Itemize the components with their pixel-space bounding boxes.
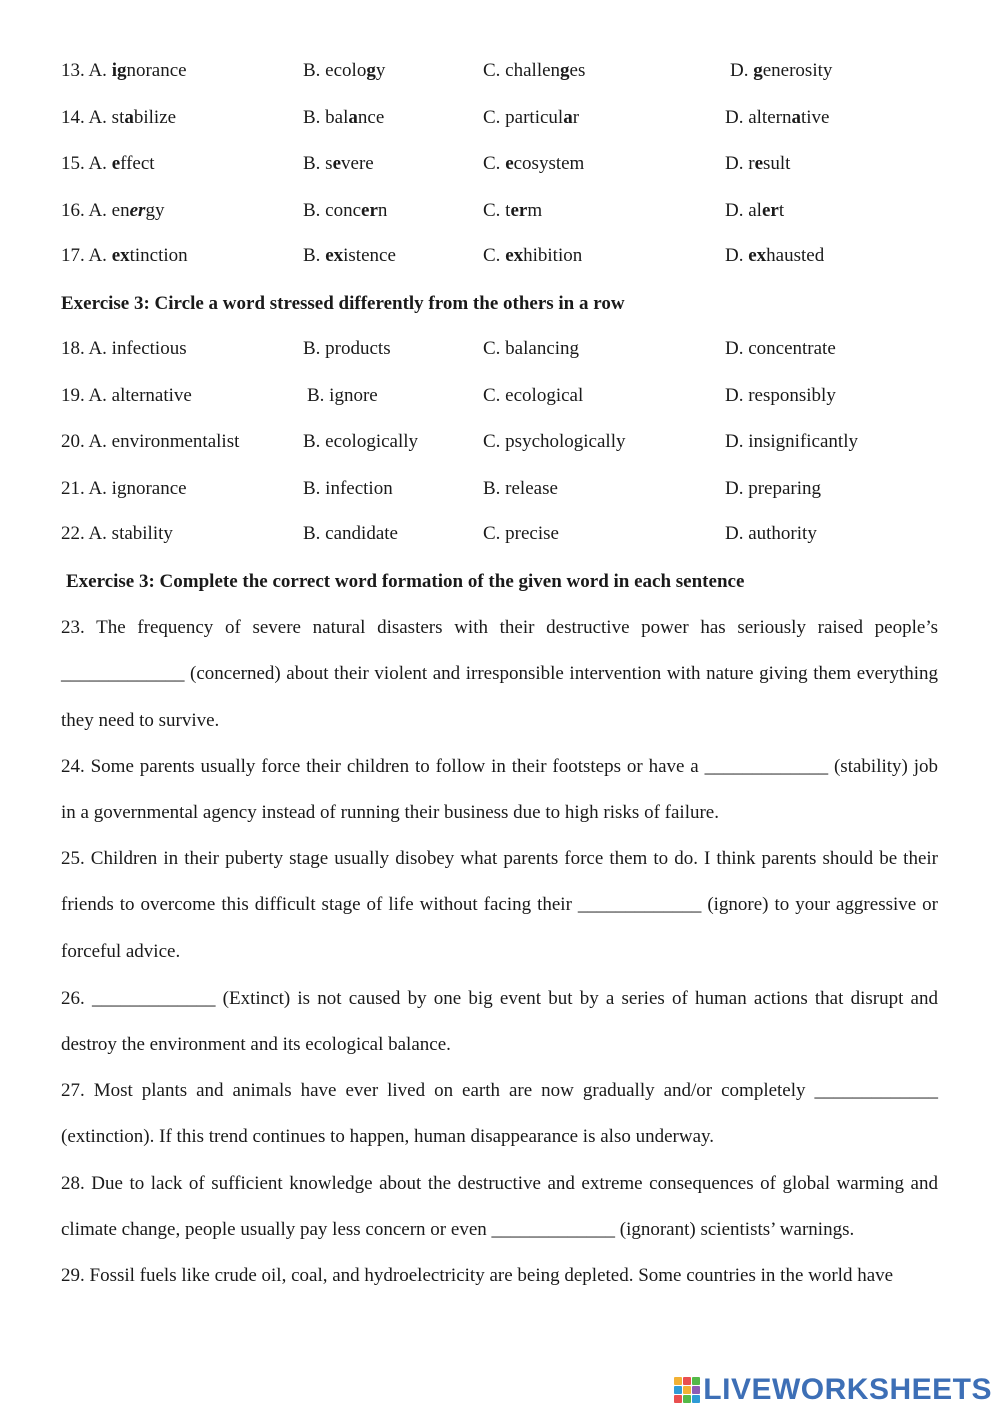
answer-blank[interactable]: _____________ bbox=[91, 988, 216, 1009]
option-a: 14. A. stabilize bbox=[61, 107, 177, 128]
answer-blank[interactable]: _____________ bbox=[577, 894, 702, 916]
question-26: 26. _____________ (Extinct) is not caused by one big event but by a series of human actions that disrupt and destroy the environment and its ecological balance. bbox=[61, 988, 938, 1056]
liveworksheets-logo[interactable] bbox=[674, 1375, 992, 1405]
exercise4-heading: Exercise 3: Complete the correct word formation of the given word in each sentence bbox=[66, 571, 745, 592]
answer-blank[interactable]: _____________ bbox=[491, 1219, 615, 1241]
exercise3-heading: Exercise 3: Circle a word stressed differently from the others in a row bbox=[61, 293, 625, 314]
logo-square bbox=[692, 1377, 700, 1385]
option-a: 16. A. energy bbox=[61, 200, 165, 221]
question-29: 29. Fossil fuels like crude oil, coal, and hydroelectricity are being depleted. Some countries in the world have bbox=[61, 1265, 894, 1286]
logo-square bbox=[683, 1377, 691, 1385]
logo-grid-icon bbox=[674, 1377, 700, 1403]
option-c: C. challenges bbox=[483, 60, 586, 81]
logo-square bbox=[674, 1377, 682, 1385]
question-25: 25. Children in their puberty stage usually disobey what parents force them to do. I think parents should be their friends to overcome this difficult stage of life without facing their _____________ (ignore) to your aggressive or forceful advice. bbox=[61, 848, 938, 962]
option-d: D. result bbox=[725, 153, 791, 174]
option-a[interactable]: 21. A. ignorance bbox=[61, 478, 187, 499]
question-28: 28. Due to lack of sufficient knowledge about the destructive and extreme consequences of global warming and climate change, people usually pay less concern or even _____________ (ignorant) scientists’ warnings. bbox=[61, 1173, 938, 1241]
option-d: D. generosity bbox=[730, 60, 833, 81]
option-a[interactable]: 20. A. environmentalist bbox=[61, 431, 240, 452]
option-b: B. concern bbox=[303, 200, 388, 221]
option-c: C. particular bbox=[483, 107, 580, 128]
option-d[interactable]: D. insignificantly bbox=[725, 431, 858, 452]
option-b: B. severe bbox=[303, 153, 374, 174]
table-row bbox=[61, 520, 941, 548]
option-b[interactable]: B. products bbox=[303, 338, 391, 359]
option-a[interactable]: 18. A. infectious bbox=[61, 338, 187, 359]
option-a: 17. A. extinction bbox=[61, 245, 188, 266]
option-d: D. alternative bbox=[725, 107, 830, 128]
logo-square bbox=[674, 1386, 682, 1394]
option-b[interactable]: B. ignore bbox=[307, 385, 378, 406]
answer-blank[interactable]: _____________ bbox=[704, 756, 829, 777]
option-c[interactable]: C. precise bbox=[483, 523, 559, 544]
table-row bbox=[61, 428, 941, 456]
logo-square bbox=[683, 1395, 691, 1403]
option-c[interactable]: C. balancing bbox=[483, 338, 580, 359]
table-row bbox=[61, 104, 941, 132]
option-b[interactable]: B. infection bbox=[303, 478, 393, 499]
logo-square bbox=[692, 1395, 700, 1403]
question-23: 23. The frequency of severe natural disasters with their destructive power has seriously raised people’s _____________ (concerned) about their violent and irresponsible intervention with nature giving them everything they need to survive. bbox=[61, 617, 938, 731]
option-a: 13. A. ignorance bbox=[61, 60, 187, 81]
option-c[interactable]: B. release bbox=[483, 478, 558, 499]
question-24: 24. Some parents usually force their children to follow in their footsteps or have a _____________ (stability) job in a governmental agency instead of running their business due to high risks of failure. bbox=[61, 756, 938, 824]
option-b[interactable]: B. ecologically bbox=[303, 431, 419, 452]
logo-square bbox=[674, 1395, 682, 1403]
option-a[interactable]: 19. A. alternative bbox=[61, 385, 192, 406]
table-row bbox=[61, 57, 941, 85]
option-d: D. alert bbox=[725, 200, 785, 221]
table-row bbox=[61, 382, 941, 410]
option-b[interactable]: B. candidate bbox=[303, 523, 398, 544]
logo-text: LIVEWORKSHEETS bbox=[703, 1373, 992, 1406]
option-c: C. exhibition bbox=[483, 245, 583, 266]
option-d: D. exhausted bbox=[725, 245, 825, 266]
option-c: C. ecosystem bbox=[483, 153, 585, 174]
option-d[interactable]: D. authority bbox=[725, 523, 817, 544]
option-b: B. balance bbox=[303, 107, 385, 128]
table-row bbox=[61, 197, 941, 225]
table-row bbox=[61, 150, 941, 178]
option-a: 15. A. effect bbox=[61, 153, 155, 174]
option-c[interactable]: C. psychologically bbox=[483, 431, 626, 452]
option-b: B. ecology bbox=[303, 60, 386, 81]
table-row bbox=[61, 242, 941, 270]
option-a[interactable]: 22. A. stability bbox=[61, 523, 173, 544]
answer-blank[interactable]: _____________ bbox=[61, 663, 185, 685]
logo-square bbox=[692, 1386, 700, 1394]
option-d[interactable]: D. concentrate bbox=[725, 338, 836, 359]
table-row bbox=[61, 475, 941, 503]
logo-square bbox=[683, 1386, 691, 1394]
option-c: C. term bbox=[483, 200, 543, 221]
option-c[interactable]: C. ecological bbox=[483, 385, 584, 406]
question-27: 27. Most plants and animals have ever lived on earth are now gradually and/or completely _____________ (extinction). If this trend continues to happen, human disappearance is also underway. bbox=[61, 1080, 938, 1148]
option-b: B. existence bbox=[303, 245, 396, 266]
table-row bbox=[61, 335, 941, 363]
option-d[interactable]: D. preparing bbox=[725, 478, 822, 499]
answer-blank[interactable]: _____________ bbox=[814, 1080, 938, 1101]
option-d[interactable]: D. responsibly bbox=[725, 385, 836, 406]
